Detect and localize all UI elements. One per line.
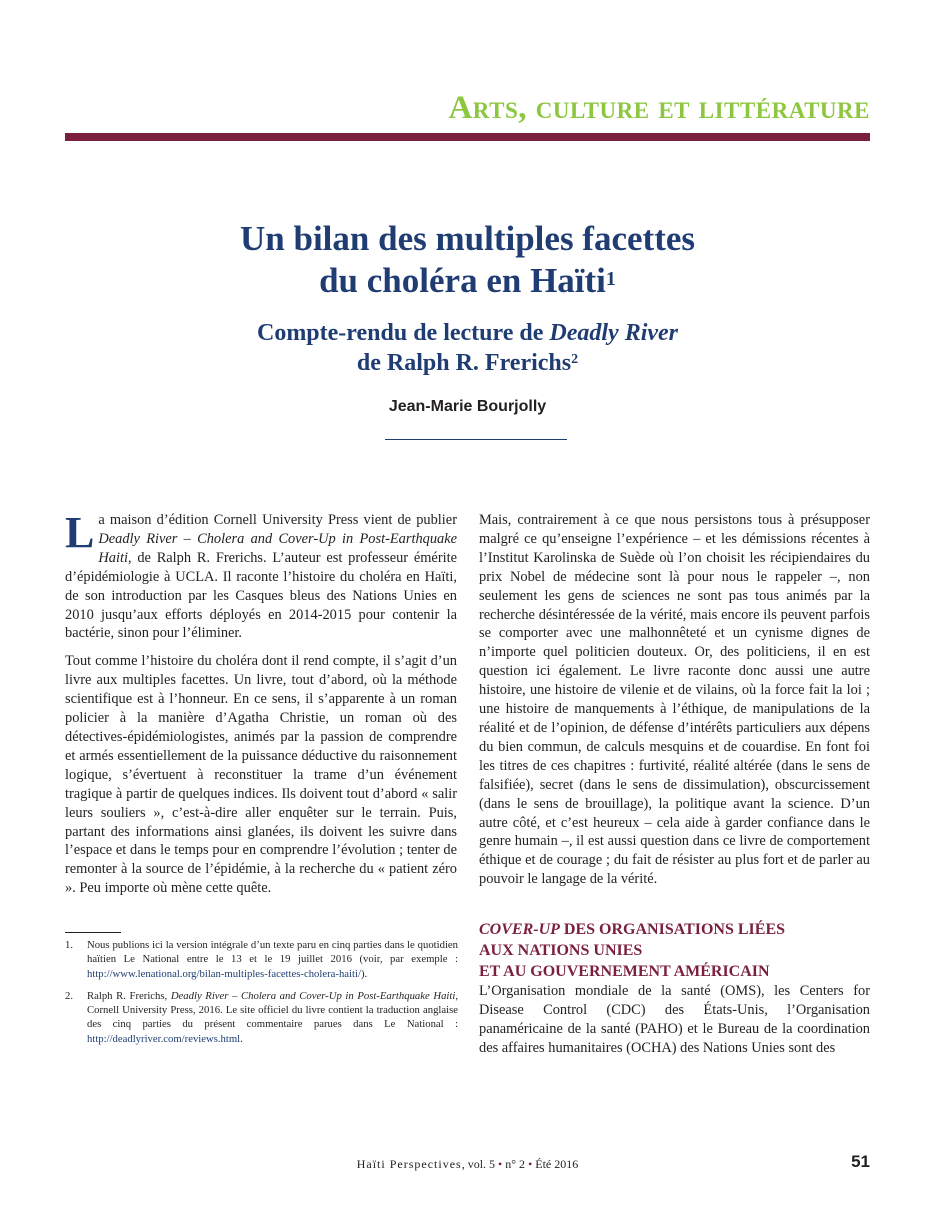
footnote-text [87,938,458,981]
title-line1: Un bilan des multiples facettes [240,219,695,258]
fn2-after: . [240,1032,243,1045]
section-title: Arts, culture et littérature [448,90,870,126]
drop-cap: L [65,508,95,557]
section-rule [65,133,870,141]
journal-name: Haïti Perspectives [356,1157,462,1171]
heading-line3: ET AU GOUVERNEMENT AMÉRICAIN [479,963,770,981]
page-number: 51 [851,1152,870,1171]
paragraph-3: Mais, contrairement à ce que nous persistons tous à présupposer malgré ce qu’enseigne l’expérience – et les démissions récentes à l’Institut Karolinska de Suède où l’on choisit les récipiendaires du prix Nobel de médecine sont là pour nous le rappeler –, non seulement les gens de sciences ne sont pas tous animés par la recherche désintéressée de la vérité, mais encore ils peuvent parfois se comporter avec une malhonnêteté et un cynisme dignes de n’importe quel politicien douteux. Or, des politiciens, il en est question ici également. Le livre raconte donc aussi une autre histoire, une histoire de vilenie et de vilains, où la force fait la loi ; une histoire de manquements à l’éthique, de manipulations de la réalité et de l’opinion, de défense d’intérêts particuliers aux dépens du bien commun, de calculs mesquins et de couardise. En font foi les titres de ces chapitres : furtivité, réalité altérée (dans le sens de falsifiée), secret (dans le sens de dissimulation), obscurcissement (dans le sens de brouillage), la politique avant la science. D’un autre côté, et c’est heureux – cela aide à garder confiance dans le genre humain –, il est aussi question dans ce livre de comportement éthique et de courage ; du fait de résister au plus fort et de parler au pouvoir le langage de la vérité. [479,512,870,888]
paragraph-4: L’Organisation mondiale de la santé (OMS), les Centers for Disease Control (CDC) des États-Unis, l’Organisation panaméricaine de la santé (PAHO) et le Bureau de la coordination des affaires humanitaires (OCHA) des Nations Unies sont des [479,983,870,1056]
title-line2: du choléra en Haïti [319,261,606,300]
fn1-after: ). [360,967,368,980]
fn2-book-title: Deadly River – Cholera and Cover-Up in Post-Earthquake Haiti [170,989,456,1002]
author-name: Jean-Marie Bourjolly [388,398,547,415]
subtitle-footnote-ref[interactable]: 2 [571,352,579,367]
fn2-text-a: Ralph R. Frerichs, [87,989,171,1002]
footer-volume: , vol. 5 [461,1157,499,1171]
author-rule [385,439,567,440]
footer-bullet: • [528,1157,533,1171]
article-subtitle [65,318,870,378]
p1-text-a: a maison d’édition Cornell University Press vient de publier [98,512,457,528]
footer-issue: n° 2 [502,1157,529,1171]
right-column [479,511,870,1067]
paragraph-2: Tout comme l’histoire du choléra dont il rend compte, il s’agit d’un livre aux multiples facettes. Un livre, tout d’abord, où la méthode scientifique est à l’honneur. En ce sens, il s’apparente à un roman policier à la manière d’Agatha Christie, un roman où des détectives-épidémiologistes, animés par la passion de comprendre et armés essentiellement de la puissance déductive du raisonnement logique, s’évertuent à reconstituer la trame d’un événement tragique à partir de quelques indices. Ils doivent tout d’abord « salir leurs souliers », c’est-à-dire aller enquêter sur le terrain. Puis, partant des informations ainsi glanées, ils doivent les suivre dans l’espace et dans le temps pour en comprendre l’évolution ; tenter de remonter à la source de l’épidémie, à la recherche du « patient zéro ». Peu importe où mène cette quête. [65,653,457,897]
heading-italic: COVER-UP [479,921,560,939]
paragraph-1 [65,508,457,643]
footnote-2 [65,989,458,1046]
heading-line2: AUX NATIONS UNIES [479,942,643,960]
footnote-number: 2. [65,989,74,1002]
footnote-number: 1. [65,939,74,951]
fn2-link[interactable]: http://deadlyriver.com/reviews.html [87,1032,241,1045]
section-heading [479,919,870,982]
subtitle-prefix: Compte-rendu de lecture de [256,320,550,346]
subtitle-book: Deadly River [549,320,679,346]
article-header [65,218,870,416]
footnote-1 [65,938,458,981]
article-title [65,218,870,302]
left-column [65,508,457,907]
fn1-link[interactable]: http://www.lenational.org/bilan-multiples-facettes-cholera-haiti/ [87,967,361,980]
footer-citation [65,1154,870,1174]
p1-text-b: , de Ralph R. Frerichs. L’auteur est professeur émérite d’épidémiologie à UCLA. Il raconte l’histoire du choléra en Haïti, de son introduction par les Casques bleus des Nations Unies en 2010 jusqu’aux efforts déployés en 2014-2015 pour contenir la bactérie, sinon pour l’éliminer. [65,549,457,642]
footnote-text [87,989,458,1046]
footer-bullet: • [498,1157,503,1171]
fn1-text: Nous publions ici la version intégrale d’un texte paru en cinq parties dans le quotidien haïtien Le National entre le 13 et le 19 juillet 2016 (voir, par exemple : [87,939,458,966]
title-footnote-ref[interactable]: 1 [605,268,616,290]
footer-season: Été 2016 [532,1157,579,1171]
footnote-rule [65,932,121,933]
page-footer [65,1154,870,1174]
heading-line1: DES ORGANISATIONS LIÉES [559,921,786,939]
subtitle-line2: de Ralph R. Frerichs [356,350,572,376]
fn2-text-b: , Cornell University Press, 2016. Le site officiel du livre contient la traduction anglaise des cinq parties du présent commentaire parues dans Le National : [87,989,458,1031]
footnotes [65,938,458,1054]
p1-book-title: Deadly River – Cholera and Cover-Up in Post-Earthquake Haiti [98,530,457,566]
